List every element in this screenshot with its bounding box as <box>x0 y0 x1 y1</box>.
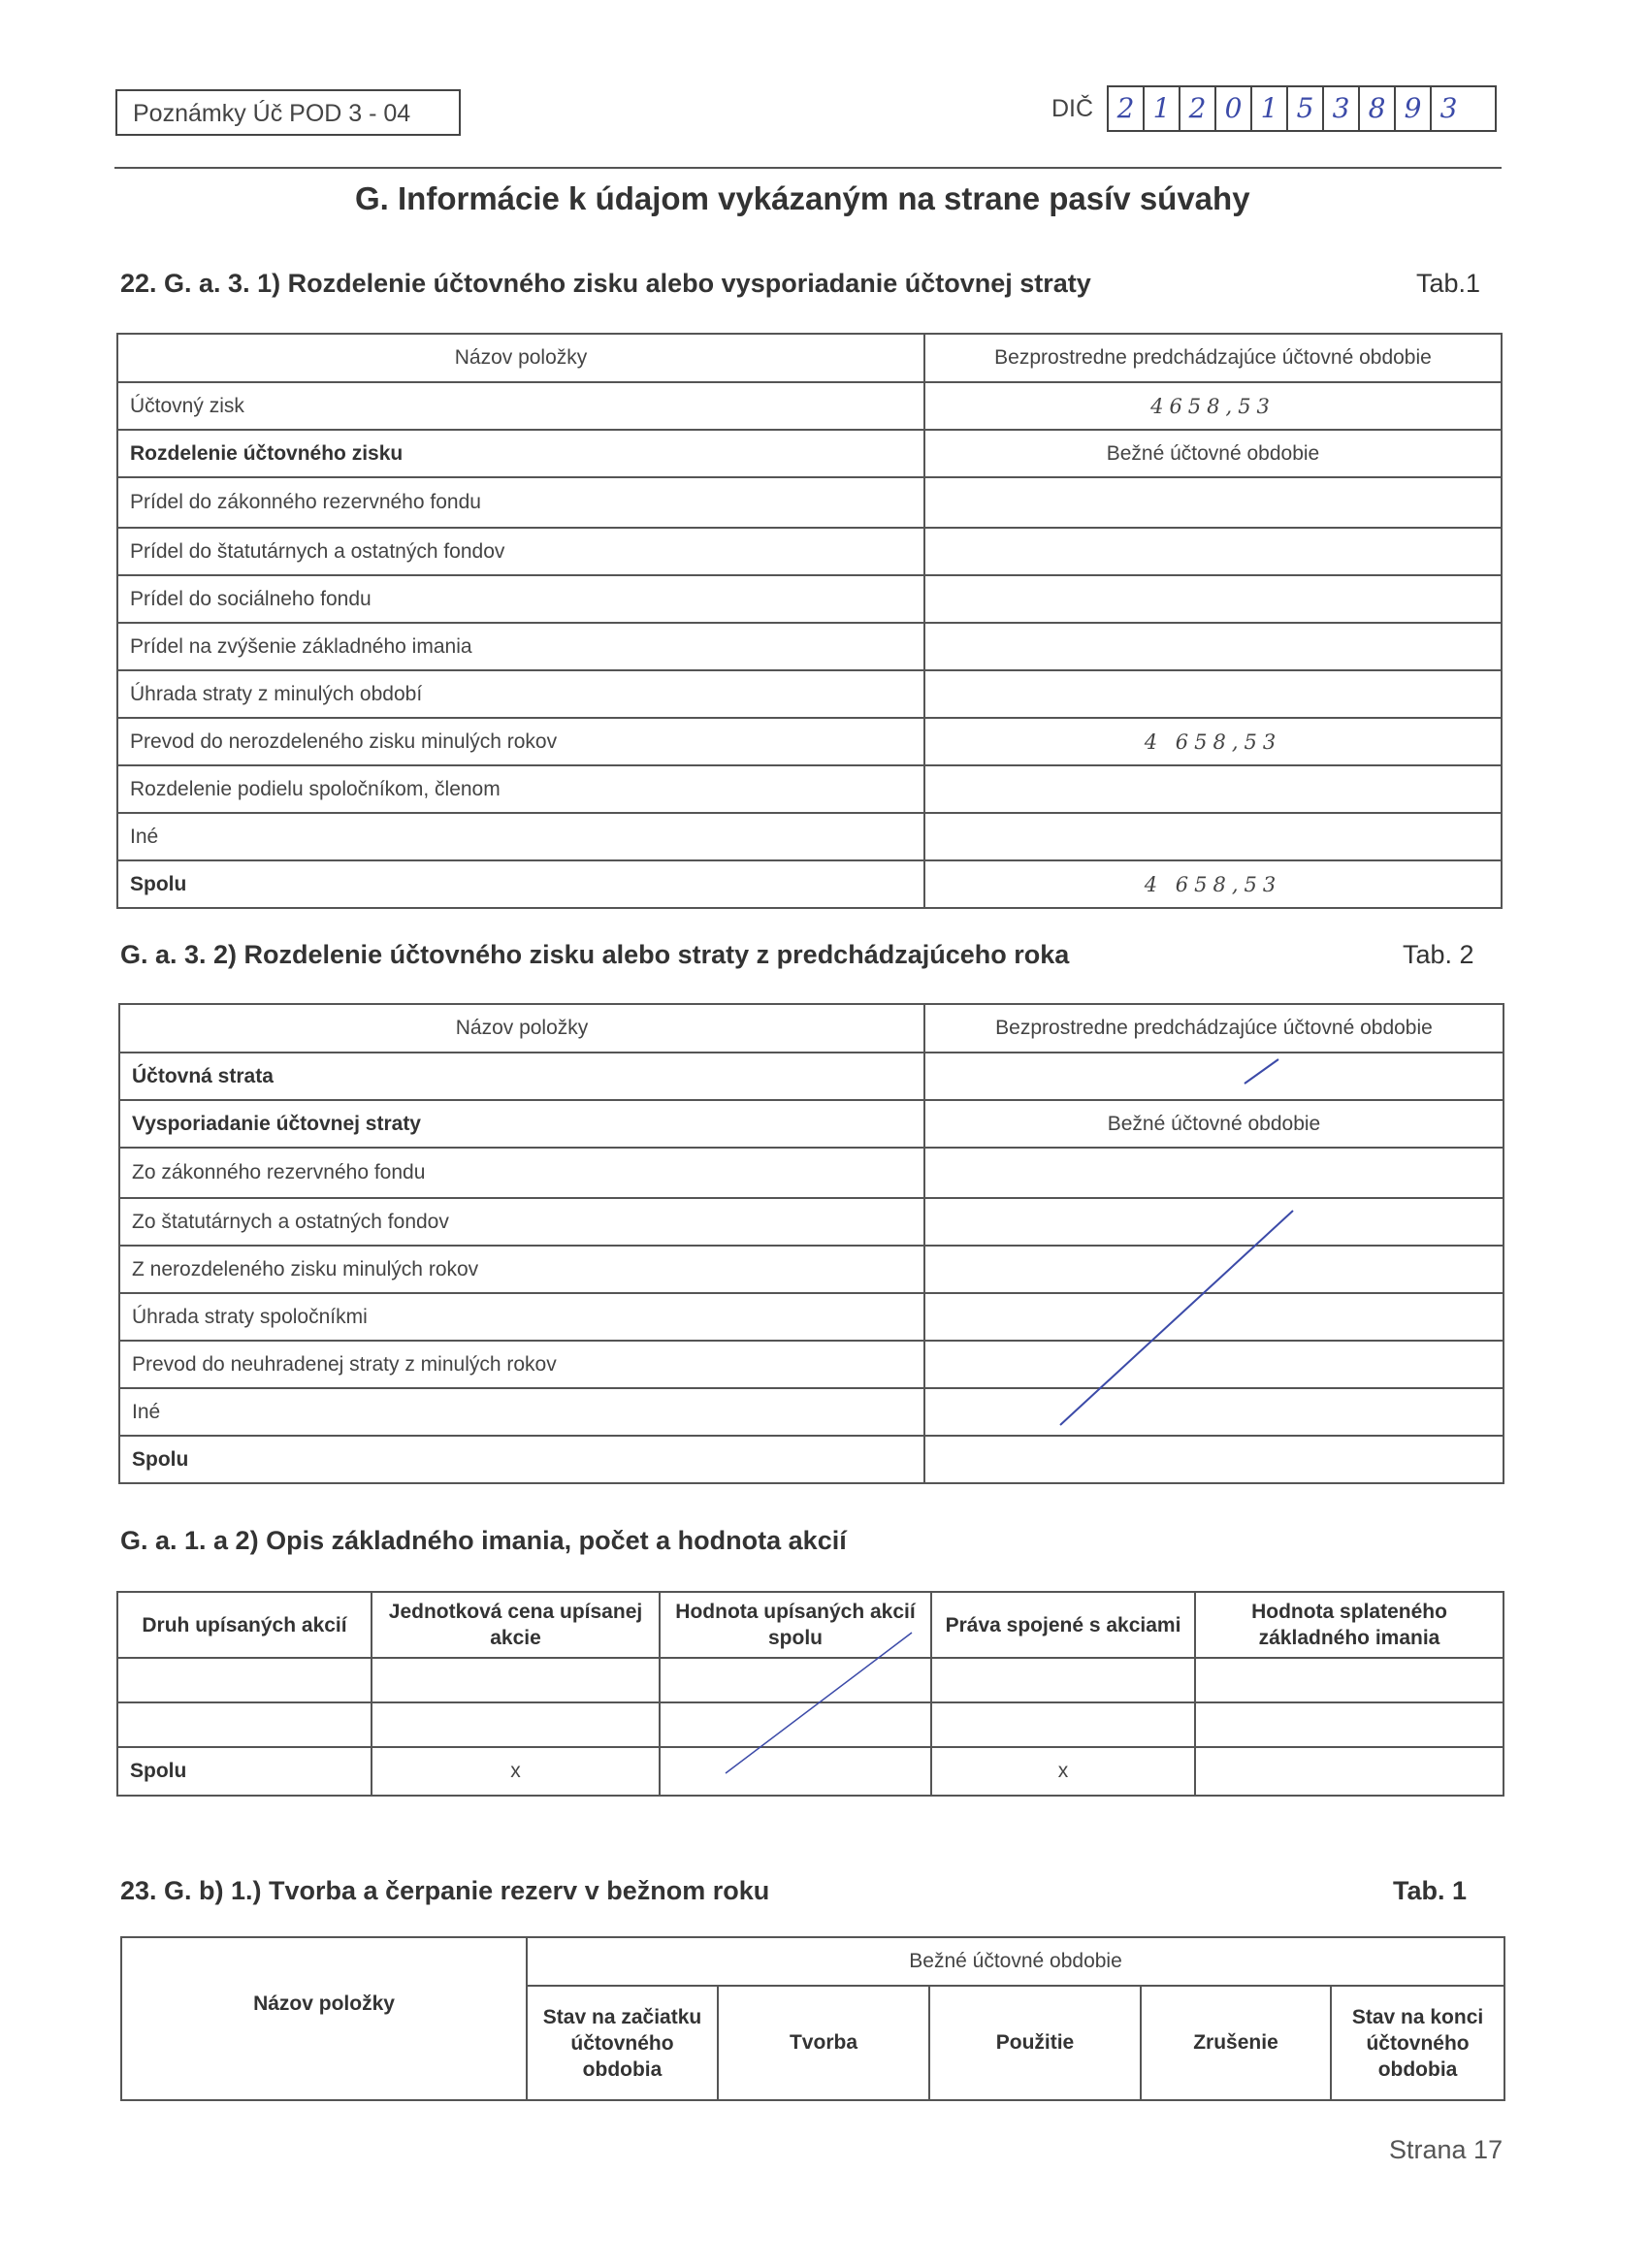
t1-dist-label: Rozdelenie účtovného zisku <box>117 430 924 477</box>
t4-col-start: Stav na začiatku účtovného obdobia <box>527 1986 718 2100</box>
t2-heading: G. a. 3. 2) Rozdelenie účtovného zisku alebo straty z predchádzajúceho roka <box>120 940 1070 969</box>
t2-settle-label: Vysporiadanie účtovnej straty <box>119 1100 924 1148</box>
t2-row-label: Úhrada straty spoločníkmi <box>119 1293 924 1341</box>
t1-heading: 22. G. a. 3. 1) Rozdelenie účtovného zisku alebo vysporiadanie účtovnej straty <box>120 269 1091 298</box>
t2-tab-label: Tab. 2 <box>1403 940 1474 969</box>
t4-col-creation: Tvorba <box>718 1986 929 2100</box>
t4-period: Bežné účtovné obdobie <box>527 1937 1504 1986</box>
t2-row-label: Z nerozdeleného zisku minulých rokov <box>119 1246 924 1293</box>
t1-row-label: Úhrada straty z minulých období <box>117 670 924 718</box>
dic-label: DIČ <box>1051 95 1094 122</box>
t4-col-usage: Použitie <box>929 1986 1141 2100</box>
t3-heading: G. a. 1. a 2) Opis základného imania, počet a hodnota akcií <box>120 1526 847 1555</box>
t2-col-current: Bežné účtovné obdobie <box>924 1100 1504 1148</box>
t1-row-label: Rozdelenie podielu spoločníkom, členom <box>117 765 924 813</box>
t1-row-label: Prídel do zákonného rezervného fondu <box>117 477 924 528</box>
t3-total-label: Spolu <box>117 1747 372 1796</box>
dic-digit: 9 <box>1394 87 1430 130</box>
dic-digit: 5 <box>1286 87 1322 130</box>
dic-digit: 8 <box>1358 87 1394 130</box>
t1-total-label: Spolu <box>117 860 924 908</box>
t2-row-label: Zo štatutárnych a ostatných fondov <box>119 1198 924 1246</box>
t3-col-type: Druh upísaných akcií <box>117 1592 372 1658</box>
t4-col-end: Stav na konci účtovného obdobia <box>1331 1986 1504 2100</box>
form-label: Poznámky Úč POD 3 - 04 <box>133 100 411 127</box>
t1-row-label: Prídel do sociálneho fondu <box>117 575 924 623</box>
t1-row-label: Prevod do nerozdeleného zisku minulých rokov <box>117 718 924 765</box>
t2-row-label: Zo zákonného rezervného fondu <box>119 1148 924 1198</box>
t1-profit-label: Účtovný zisk <box>117 382 924 430</box>
section-g-title: G. Informácie k údajom vykázaným na strane pasív súvahy <box>355 180 1250 216</box>
t4-col-name: Názov položky <box>121 1937 527 2100</box>
t1-row-label: Prídel na zvýšenie základného imania <box>117 623 924 670</box>
t2-prev-strike-line <box>1245 1059 1278 1084</box>
t3-col-paid-capital: Hodnota splateného základného imania <box>1195 1592 1504 1658</box>
dic-digit: 2 <box>1179 87 1214 130</box>
dic-digit: 3 <box>1322 87 1358 130</box>
t3-col-unit-price: Jednotková cena upísanej akcie <box>372 1592 660 1658</box>
t2-current-strike-line <box>1060 1211 1293 1425</box>
t4-tab-label: Tab. 1 <box>1393 1876 1468 1905</box>
t1-row-value: 4 658,53 <box>924 718 1502 765</box>
dic-digit: 1 <box>1143 87 1179 130</box>
t1-profit-value: 4658,53 <box>924 382 1502 430</box>
t3-col-total-value: Hodnota upísaných akcií spolu <box>660 1592 931 1658</box>
t1-tab-label: Tab.1 <box>1416 269 1481 298</box>
t1-row-label: Iné <box>117 813 924 860</box>
t3-x-mark: x <box>372 1747 660 1796</box>
t2-loss-label: Účtovná strata <box>119 1053 924 1100</box>
t3-col-rights: Práva spojené s akciami <box>931 1592 1195 1658</box>
t2-col-name: Názov položky <box>119 1004 924 1053</box>
dic-digit: 2 <box>1107 87 1143 130</box>
t1-col-prev: Bezprostredne predchádzajúce účtovné obdobie <box>924 334 1502 382</box>
t4-col-cancel: Zrušenie <box>1141 1986 1331 2100</box>
page-number: Strana 17 <box>1389 2135 1504 2164</box>
dic-digit: 0 <box>1214 87 1250 130</box>
t2-total-label: Spolu <box>119 1436 924 1483</box>
t1-row-label: Prídel do štatutárnych a ostatných fondov <box>117 528 924 575</box>
t1-col-current: Bežné účtovné obdobie <box>924 430 1502 477</box>
dic-digit: 3 <box>1430 87 1466 130</box>
t1-total-value: 4 658,53 <box>924 860 1502 908</box>
t3-strike-line <box>726 1633 912 1773</box>
t3-x-mark: x <box>931 1747 1195 1796</box>
t2-row-label: Iné <box>119 1388 924 1436</box>
dic-digit: 1 <box>1250 87 1286 130</box>
t2-row-label: Prevod do neuhradenej straty z minulých rokov <box>119 1341 924 1388</box>
t1-col-name: Názov položky <box>117 334 924 382</box>
t2-col-prev: Bezprostredne predchádzajúce účtovné obdobie <box>924 1004 1504 1053</box>
t4-heading: 23. G. b) 1.) Tvorba a čerpanie rezerv v bežnom roku <box>120 1876 770 1905</box>
